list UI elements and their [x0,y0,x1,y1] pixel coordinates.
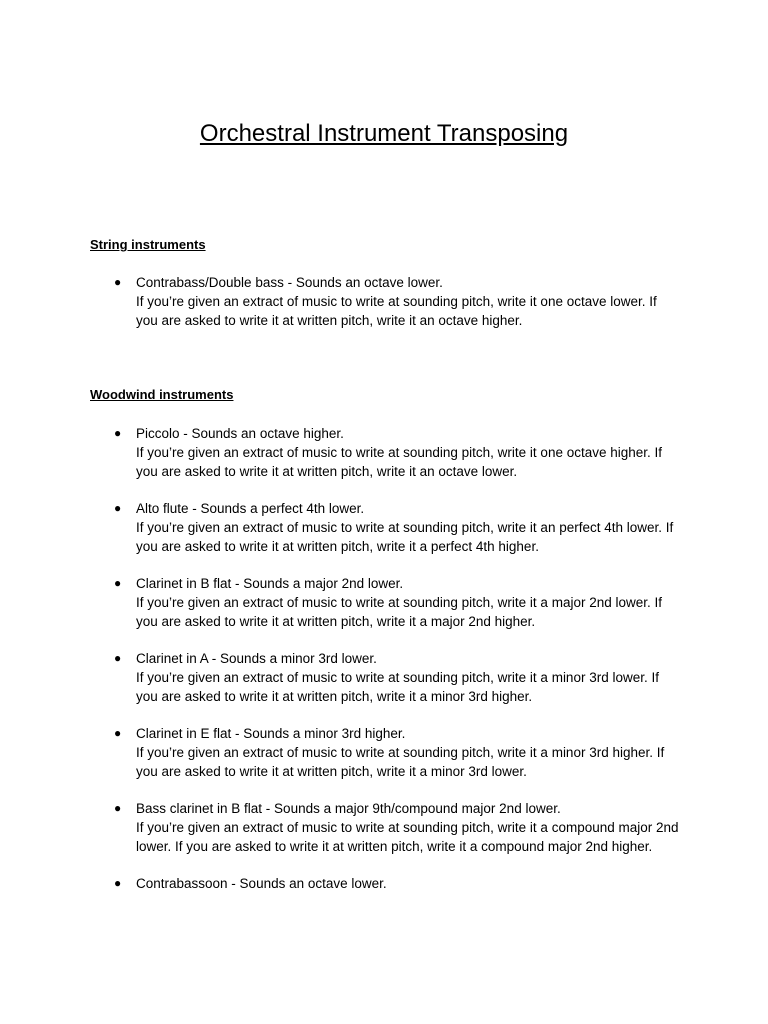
bullet-icon: ● [114,651,122,665]
instrument-summary: Piccolo - Sounds an octave higher. [136,426,344,441]
instrument-detail: If you’re given an extract of music to write at sounding pitch, write it one octave lower. If you are asked to write it at written pitch, write it an octave higher. [136,294,657,328]
list-item [0,424,768,481]
list-item [0,874,768,893]
list-item [0,724,768,781]
instrument-summary: Contrabass/Double bass - Sounds an octave lower. [136,275,443,290]
instrument-detail: If you’re given an extract of music to write at sounding pitch, write it a minor 3rd higher. If you are asked to write it at written pitch, write it a minor 3rd lower. [136,745,665,779]
string-instruments-list [0,273,768,348]
bullet-icon: ● [114,275,122,289]
instrument-detail: If you’re given an extract of music to write at sounding pitch, write it a minor 3rd lower. If you are asked to write it at written pitch, write it a minor 3rd higher. [136,670,659,704]
instrument-detail: If you’re given an extract of music to write at sounding pitch, write it a major 2nd lower. If you are asked to write it at written pitch, write it a major 2nd higher. [136,595,662,629]
instrument-detail: If you’re given an extract of music to write at sounding pitch, write it an perfect 4th lower. If you are asked to write it at written pitch, write it a perfect 4th higher. [136,520,674,554]
document-title: Orchestral Instrument Transposing [199,120,569,147]
list-item [0,499,768,556]
list-item [0,649,768,706]
instrument-detail: If you’re given an extract of music to write at sounding pitch, write it a compound major 2nd lower. If you are asked to write it at written pitch, write it a compound major 2nd higher. [136,820,679,854]
bullet-icon: ● [114,426,122,440]
instrument-summary: Alto flute - Sounds a perfect 4th lower. [136,501,365,516]
bullet-icon: ● [114,801,122,815]
instrument-summary: Bass clarinet in B flat - Sounds a major 9th/compound major 2nd lower. [136,801,561,816]
list-item [0,273,768,330]
instrument-summary: Clarinet in B flat - Sounds a major 2nd lower. [136,576,404,591]
bullet-icon: ● [114,576,122,590]
bullet-icon: ● [114,501,122,515]
instrument-summary: Clarinet in E flat - Sounds a minor 3rd higher. [136,726,406,741]
instrument-summary: Contrabassoon - Sounds an octave lower. [136,876,387,891]
section-heading-woodwind-instruments: Woodwind instruments [90,387,234,402]
bullet-icon: ● [114,876,122,890]
instrument-detail: If you’re given an extract of music to write at sounding pitch, write it one octave higher. If you are asked to write it at written pitch, write it an octave lower. [136,445,663,479]
section-heading-string-instruments: String instruments [90,237,206,252]
bullet-icon: ● [114,726,122,740]
list-item [0,574,768,631]
list-item [0,799,768,856]
instrument-summary: Clarinet in A - Sounds a minor 3rd lower. [136,651,377,666]
woodwind-instruments-list [0,424,768,911]
